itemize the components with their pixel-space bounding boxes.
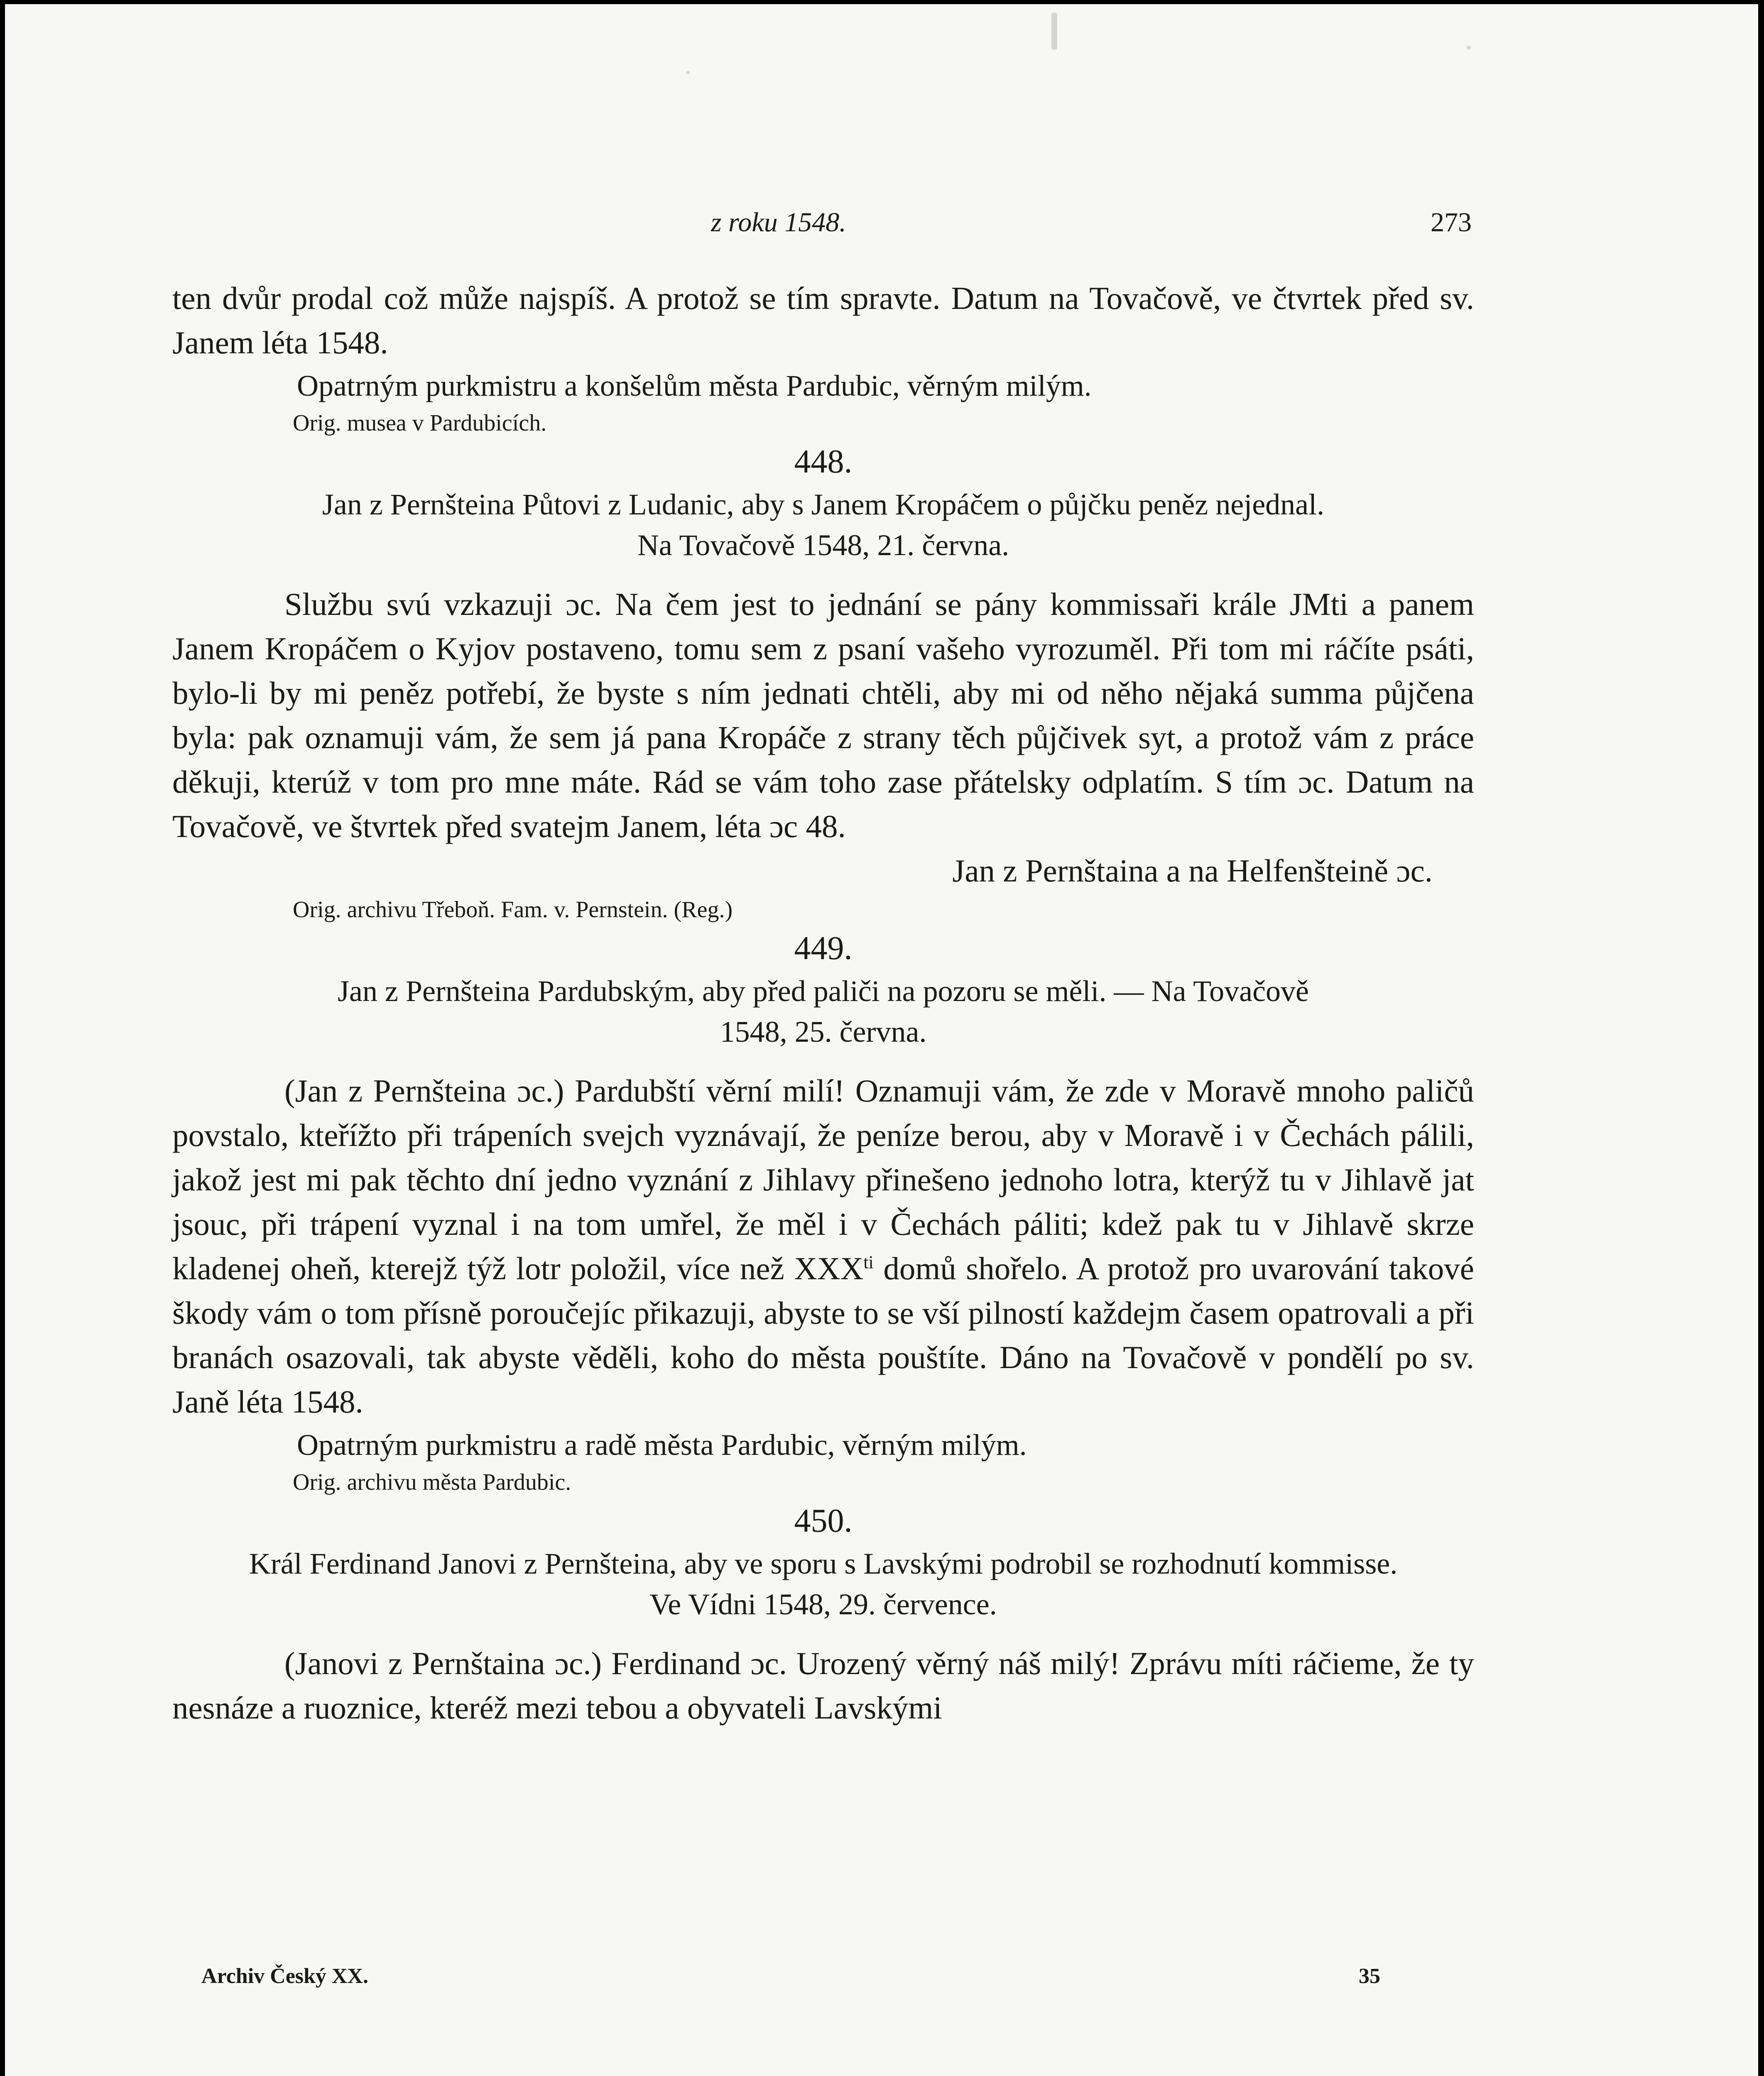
doc-449-text-part-1: (Jan z Pernšteina ɔc.) Pardubští věrní milí! Oznamuji vám, že zde v Moravě mnoho paličů povstalo, kteřížto při trápeních svejch vyznávají, že peníze berou, aby v Moravě i v Čechách pálili, jakož jest mi pak těchto dní jedno vyznání z Jihlavy přinešeno jednoho lotra, kterýž tu v Jihlavě jat jsouc, při trápení vyznal i na tom umřel, že měl i v Čechách páliti; kdež pak tu v Jihlavě skrze kladenej oheň, kterejž týž lotr položil, více než XXX (172, 1073, 1474, 1286)
doc-449-regest-line-1: Jan z Pernšteina Pardubským, aby před paliči na pozoru se měli. — Na Tovačově (338, 974, 1309, 1008)
scan-speck (1051, 12, 1057, 50)
doc-448-regest-line-2: Na Tovačově 1548, 21. června. (637, 529, 1009, 562)
footer-signature: Archiv Český XX. (201, 1964, 369, 1988)
doc-447-text: ten dvůr prodal což může najspíš. A protož se tím spravte. Datum na Tovačově, ve čtvrtek před sv. Janem léta 1548. (172, 280, 1474, 360)
doc-450-regest (172, 1543, 1474, 1625)
doc-449-regest (172, 971, 1474, 1052)
doc-448-text: Službu svú vzkazuji ɔc. Na čem jest to jednání se pány kommissaři krále JMti a panem Janem Kropáčem o Kyjov postaveno, tomu sem z psaní vašeho vyrozuměl. Při tom mi ráčíte psáti, bylo-li by mi peněz potřebí, že byste s ním jednati chtěli, aby mi od něho nějaká summa půjčena byla: pak oznamuji vám, že sem já pana Kropáče z strany těch půjčivek syt, a protož vám z práce děkuji, kterúž v tom pro mne máte. Rád se vám toho zase přátelsky odplatím. S tím ɔc. Datum na Tovačově, ve štvrtek před svatejm Janem, léta ɔc 48. (172, 586, 1474, 844)
doc-448-regest (172, 484, 1474, 566)
running-head (5, 207, 1758, 244)
doc-448-source: Orig. archivu Třeboň. Fam. v. Pernstein. (Reg.) (293, 897, 733, 923)
doc-447-source: Orig. musea v Pardubicích. (293, 410, 547, 436)
doc-450-number: 450. (794, 1503, 853, 1539)
page (5, 4, 1758, 2076)
footer-sheet-number: 35 (1359, 1964, 1380, 1988)
doc-447-address: Opatrným purkmistru a konšelům města Pardubic, věrným milým. (297, 369, 1092, 402)
scan-speck (1467, 46, 1471, 50)
doc-448-regest-line-1: Jan z Pernšteina Půtovi z Ludanic, aby s Janem Kropáčem o půjčku peněz nejednal. (322, 488, 1325, 521)
doc-449-text-part-2: domů shořelo. A protož pro uvarování takové škody vám o tom přísně poroučejíc přikazuji, abyste to se vší pilností každejm časem opatrovali a při branách osazovali, tak abyste věděli, koho do města pouštíte. Dáno na Tovačově v pondělí po sv. Janě léta 1548. (172, 1251, 1474, 1420)
doc-450-regest-line-1: Král Ferdinand Janovi z Pernšteina, aby ve sporu s Lavskými podrobil se rozhodnutí kommisse. (249, 1547, 1398, 1580)
doc-449-source: Orig. archivu města Pardubic. (293, 1469, 571, 1495)
doc-448-number: 448. (794, 443, 853, 480)
doc-449-address: Opatrným purkmistru a radě města Pardubic, věrným milým. (297, 1428, 1027, 1462)
footer (5, 1964, 1758, 1997)
scan-speck (686, 71, 690, 74)
doc-449-text (172, 1069, 1474, 1424)
running-title: z roku 1548. (711, 207, 846, 237)
doc-449-regest-line-2: 1548, 25. června. (720, 1015, 927, 1048)
doc-449-number: 449. (794, 930, 853, 967)
doc-448-signature: Jan z Pernštaina a na Helfenšteině ɔc. (952, 853, 1433, 889)
doc-450-regest-line-2: Ve Vídni 1548, 29. července. (649, 1588, 997, 1621)
doc-449-superscript: ti (863, 1252, 874, 1273)
page-number: 273 (1431, 207, 1472, 237)
doc-450-text: (Janovi z Pernštaina ɔc.) Ferdinand ɔc. Urozený věrný náš milý! Zprávu míti ráčieme, že ty nesnáze a ruoznice, kteréž mezi tebou a obyvateli Lavskými (172, 1645, 1474, 1726)
body-text (172, 276, 1474, 1730)
